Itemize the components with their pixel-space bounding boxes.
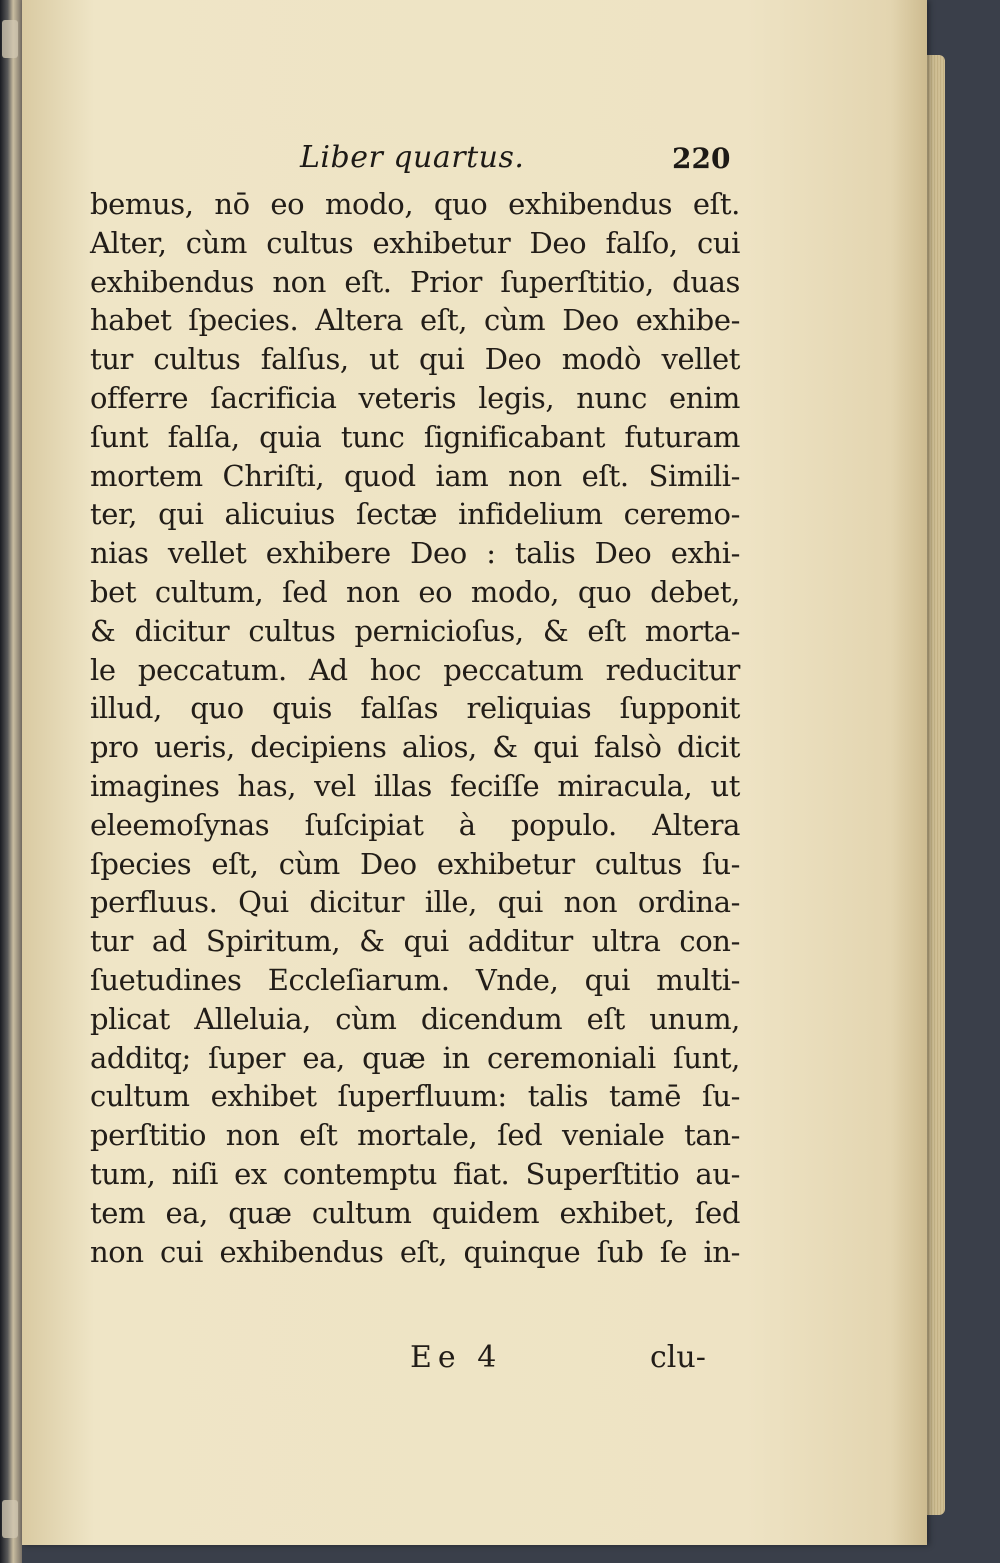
text-line: habet ſpecies. Altera eſt, cùm Deo exhibe- (90, 303, 740, 338)
text-line: tur ad Spiritum, & qui additur ultra con- (90, 924, 740, 959)
text-line: perſtitio non eſt mortale, ſed veniale tan- (90, 1118, 740, 1153)
page-edge (927, 55, 945, 1515)
running-title: Liber quartus. (300, 140, 525, 175)
text-line: ter, qui alicuius ſectæ infidelium ceremo- (90, 497, 740, 532)
page-header (22, 140, 927, 190)
catchword: clu- (650, 1340, 706, 1375)
text-line: plicat Alleluia, cùm dicendum eſt unum, (90, 1001, 740, 1036)
page-footer (22, 1340, 927, 1384)
text-line: cultum exhibet ſuperfluum: talis tamē ſu- (90, 1079, 740, 1114)
binding-stitch (2, 1500, 18, 1538)
text-line: & dicitur cultus pernicioſus, & eſt morta- (90, 613, 740, 648)
text-line: non cui exhibendus eſt, quinque ſub ſe in- (90, 1234, 740, 1269)
text-line: ſpecies eſt, cùm Deo exhibetur cultus ſu- (90, 846, 740, 881)
book-spine (0, 0, 22, 1563)
folio-number: 220 (672, 142, 731, 175)
text-line: perfluus. Qui dicitur ille, qui non ordina- (90, 885, 740, 920)
text-line: ſuetudines Eccleſiarum. Vnde, qui multi- (90, 962, 740, 997)
text-line: imagines has, vel illas feciſſe miracula, ut (90, 768, 740, 803)
text-line: tum, niſi ex contemptu fiat. Superſtitio au- (90, 1156, 740, 1191)
text-line: bemus, nō eo modo, quo exhibendus eſt. (90, 187, 740, 221)
text-line: tur cultus falſus, ut qui Deo modò vellet (90, 342, 740, 377)
text-line: additq; ſuper ea, quæ in ceremoniali ſunt, (90, 1040, 740, 1075)
text-line: illud, quo quis falſas reliquias ſupponit (90, 691, 740, 726)
signature-mark: Ee 4 (410, 1340, 503, 1375)
text-line: pro ueris, decipiens alios, & qui falsò dicit (90, 730, 740, 765)
text-line: bet cultum, ſed non eo modo, quo debet, (90, 574, 740, 609)
text-line: mortem Chriſti, quod iam non eſt. Simili- (90, 458, 740, 493)
text-line: nias vellet exhibere Deo : talis Deo exhi- (90, 536, 740, 571)
text-line: le peccatum. Ad hoc peccatum reducitur (90, 652, 740, 687)
text-line: offerre ſacrificia veteris legis, nunc enim (90, 380, 740, 415)
text-line: eleemoſynas ſuſcipiat à populo. Altera (90, 807, 740, 842)
book-page (22, 0, 927, 1545)
body-text (90, 185, 740, 1271)
text-line: Alter, cùm cultus exhibetur Deo falſo, cui (90, 225, 740, 260)
text-line: exhibendus non eſt. Prior ſuperſtitio, duas (90, 264, 740, 299)
text-line: ſunt falſa, quia tunc ſignificabant futuram (90, 419, 740, 454)
binding-stitch (2, 20, 18, 58)
text-line: tem ea, quæ cultum quidem exhibet, ſed (90, 1195, 740, 1230)
